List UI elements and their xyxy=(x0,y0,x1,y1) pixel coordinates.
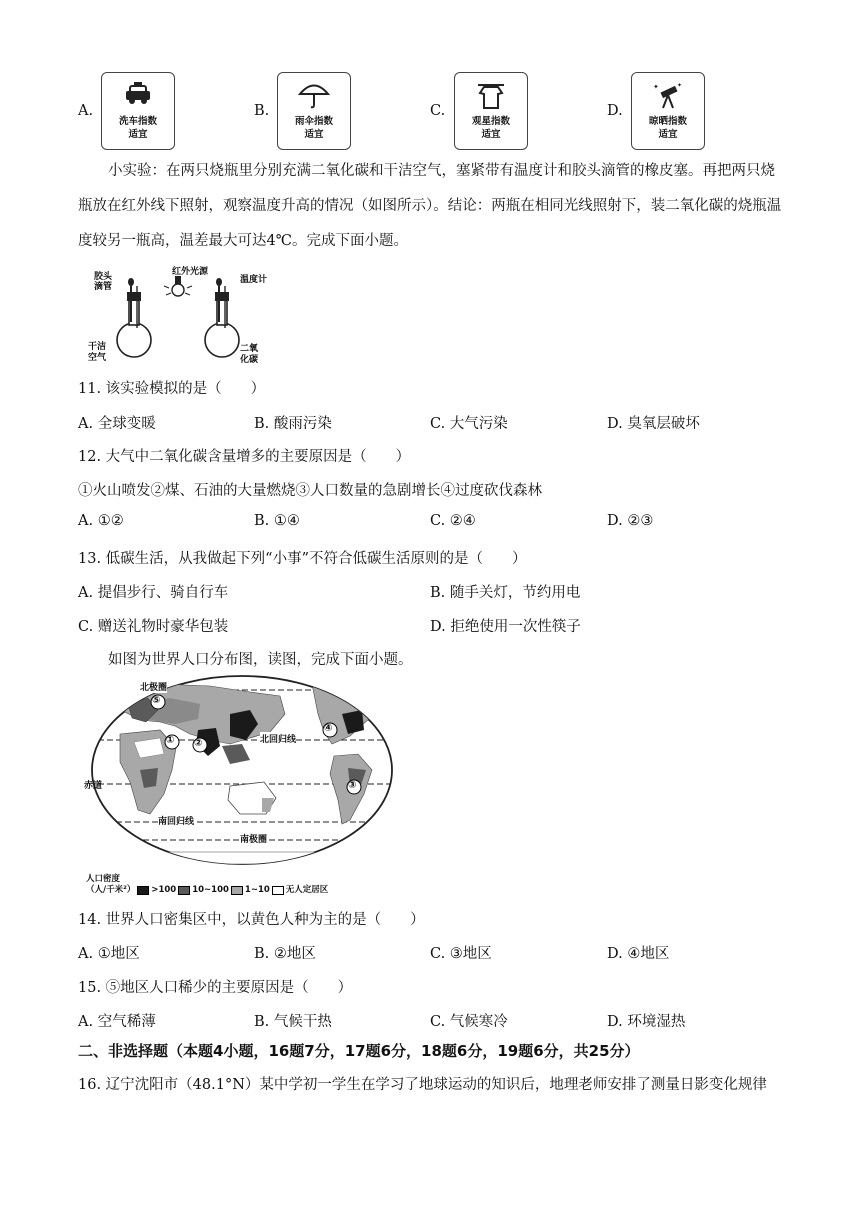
q15-stem: 15. ⑤地区人口稀少的主要原因是（ ） xyxy=(78,980,353,996)
legend-swatch-2 xyxy=(178,886,190,895)
tropic-north-label: 北回归线 xyxy=(260,732,296,745)
card-c-line1: 观星指数 xyxy=(471,116,510,127)
q13-option-a[interactable]: A. 提倡步行、骑自行车 xyxy=(78,585,229,601)
light-label: 红外光源 xyxy=(172,267,209,277)
antarctic-circle-label: 南极圈 xyxy=(240,832,267,845)
q14-option-b[interactable]: B. ②地区 xyxy=(254,946,316,962)
card-a-line2: 适宜 xyxy=(128,129,148,140)
legend-swatch-4 xyxy=(272,886,284,895)
legend-item-2: 10~100 xyxy=(192,885,229,895)
card-b-line2: 适宜 xyxy=(304,129,324,140)
equator-label: 赤道 xyxy=(84,781,103,791)
q12-statements: ①火山喷发②煤、石油的大量燃烧③人口数量的急剧增长④过度砍伐森林 xyxy=(78,483,542,499)
card-c-letter: C. xyxy=(430,103,446,119)
q11-option-b[interactable]: B. 酸雨污染 xyxy=(254,416,332,432)
marker-2: ② xyxy=(194,738,203,749)
thermometer-label: 温度计 xyxy=(240,275,268,285)
legend-item-4: 无人定居区 xyxy=(285,885,329,895)
q11-option-c[interactable]: C. 大气污染 xyxy=(430,416,508,432)
legend-swatch-3 xyxy=(231,886,243,895)
card-b xyxy=(277,72,351,150)
arctic-circle-label: 北极圈 xyxy=(140,680,167,693)
q12-option-a[interactable]: A. ①② xyxy=(78,513,124,529)
car-icon xyxy=(102,81,174,111)
q14-option-d[interactable]: D. ④地区 xyxy=(607,946,670,962)
legend-title: 人口密度 xyxy=(86,874,121,884)
legend-swatch-1 xyxy=(137,886,149,895)
q12-option-b[interactable]: B. ①④ xyxy=(254,513,300,529)
q14-option-a[interactable]: A. ①地区 xyxy=(78,946,140,962)
svg-text:✦: ✦ xyxy=(677,82,683,89)
q12-option-d[interactable]: D. ②③ xyxy=(607,513,654,529)
q14-stem: 14. 世界人口密集区中，以黄色人种为主的是（ ） xyxy=(78,912,425,928)
q15-option-c[interactable]: C. 气候寒冷 xyxy=(430,1014,508,1030)
clothes-icon xyxy=(455,81,527,111)
air-label: 干洁 空气 xyxy=(88,342,107,363)
card-c xyxy=(454,72,528,150)
svg-text:✦: ✦ xyxy=(653,83,659,91)
q16-stem: 16. 辽宁沈阳市（48.1°N）某中学初一学生在学习了地球运动的知识后，地理老师安排了测量日影变化规律 xyxy=(78,1077,767,1093)
dropper-label: 胶头 滴管 xyxy=(94,272,113,292)
q13-option-d[interactable]: D. 拒绝使用一次性筷子 xyxy=(430,619,581,635)
marker-3: ③ xyxy=(348,780,357,791)
co2-label: 二氧 化碳 xyxy=(240,344,259,365)
card-b-line1: 雨伞指数 xyxy=(294,116,333,127)
legend-unit: （人/千米²） xyxy=(86,885,136,895)
q14-option-c[interactable]: C. ③地区 xyxy=(430,946,492,962)
q11-option-d[interactable]: D. 臭氧层破坏 xyxy=(607,416,700,432)
marker-5: ⑤ xyxy=(152,695,161,706)
card-d xyxy=(631,72,705,150)
world-population-map xyxy=(80,674,400,898)
experiment-figure xyxy=(84,262,274,370)
card-d-letter: D. xyxy=(607,103,623,119)
card-b-letter: B. xyxy=(254,103,270,119)
card-d-line1: 晾晒指数 xyxy=(648,116,687,127)
section-2-heading: 二、非选择题（本题4小题，16题7分，17题6分，18题6分，19题6分，共25分） xyxy=(78,1042,640,1060)
q12-option-c[interactable]: C. ②④ xyxy=(430,513,476,529)
map-intro: 如图为世界人口分布图，读图，完成下面小题。 xyxy=(108,652,413,668)
umbrella-icon xyxy=(278,81,350,111)
card-d-line2: 适宜 xyxy=(658,129,678,140)
card-c-line2: 适宜 xyxy=(481,129,501,140)
q11-option-a[interactable]: A. 全球变暖 xyxy=(78,416,156,432)
card-a-line1: 洗车指数 xyxy=(118,116,157,127)
legend-row xyxy=(86,885,328,896)
q15-option-a[interactable]: A. 空气稀薄 xyxy=(78,1014,156,1030)
experiment-text: 小实验：在两只烧瓶里分别充满二氧化碳和干洁空气，塞紧带有温度计和胶头滴管的橡皮塞。再把两只烧瓶放在红外线下照射，观察温度升高的情况（如图所示）。结论：两瓶在相同光线照射下，装二氧化碳的烧瓶温度较另一瓶高，温差最大可达4℃。完成下面小题。 xyxy=(78,163,782,249)
map-legend xyxy=(86,874,328,896)
marker-1: ① xyxy=(166,735,175,746)
tropic-south-label: 南回归线 xyxy=(158,814,194,827)
legend-item-3: 1~10 xyxy=(244,885,270,895)
q15-option-b[interactable]: B. 气候干热 xyxy=(254,1014,332,1030)
q15-option-d[interactable]: D. 环境湿热 xyxy=(607,1014,686,1030)
telescope-icon xyxy=(632,81,704,111)
card-a-letter: A. xyxy=(78,103,94,119)
legend-item-1: >100 xyxy=(151,885,177,895)
q13-stem: 13. 低碳生活，从我做起下列“小事”不符合低碳生活原则的是（ ） xyxy=(78,551,527,567)
q11-stem: 11. 该实验模拟的是（ ） xyxy=(78,381,266,397)
q13-option-b[interactable]: B. 随手关灯，节约用电 xyxy=(430,585,581,601)
q13-option-c[interactable]: C. 赠送礼物时豪华包装 xyxy=(78,619,229,635)
q12-stem: 12. 大气中二氧化碳含量增多的主要原因是（ ） xyxy=(78,449,411,465)
marker-4: ④ xyxy=(324,723,333,734)
card-a xyxy=(101,72,175,150)
